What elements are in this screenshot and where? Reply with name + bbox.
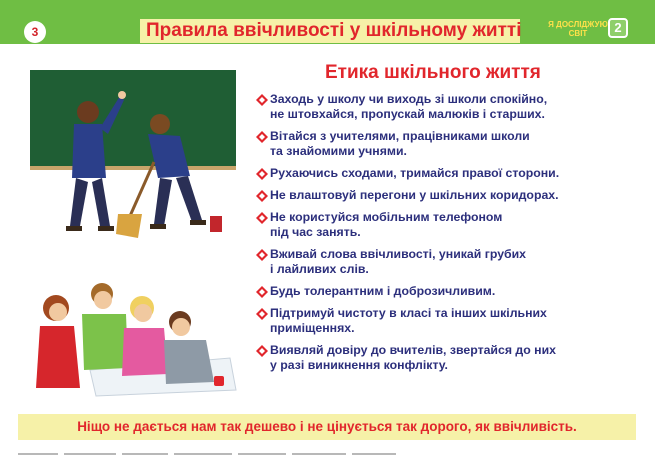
diamond-bullet-icon — [254, 212, 270, 224]
diamond-bullet-icon — [254, 168, 270, 180]
rule-text: Не влаштовуй перегони у шкільних коридорах. — [270, 188, 559, 202]
grade-badge: 2 — [608, 18, 628, 38]
paint-cup — [214, 376, 224, 386]
diamond-bullet-icon — [254, 94, 270, 106]
rule-text: Не користуйся мобільним телефоном під час занять. — [270, 210, 503, 239]
brand-line-1: Я ДОСЛІДЖУЮ — [548, 20, 608, 29]
rule-text: Виявляй довіру до вчителів, звертайся до них у разі виникнення конфлікту. — [270, 343, 556, 372]
diamond-bullet-icon — [254, 345, 270, 357]
section-heading: Етика шкільного життя — [325, 62, 541, 83]
rule-text: Вживай слова ввічливості, уникай грубих і лайливих слів. — [270, 247, 527, 276]
rule-text: Підтримуй чистоту в класі та інших шкільних приміщеннях. — [270, 306, 547, 335]
chalkboard — [30, 70, 236, 168]
list-item — [254, 210, 634, 240]
diamond-bullet-icon — [254, 308, 270, 320]
publisher-fine-print — [18, 445, 428, 459]
brand-line-2: СВІТ — [568, 29, 588, 38]
diamond-bullet-icon — [254, 286, 270, 298]
rule-text: Вітайся з учителями, працівниками школи та знайомими учнями. — [270, 129, 530, 158]
rule-text: Рухаючись сходами, тримайся правої сторони. — [270, 166, 560, 180]
diamond-bullet-icon — [254, 249, 270, 261]
chalkboard-illustration — [30, 66, 240, 248]
rule-text: Заходь у школу чи виходь зі школи спокійно, не штовхайся, пропускай малюків і старших. — [270, 92, 548, 121]
list-item — [254, 92, 634, 122]
dustpan — [210, 216, 222, 232]
children-drawing-illustration — [30, 278, 242, 402]
diamond-bullet-icon — [254, 190, 270, 202]
list-item — [254, 343, 634, 373]
list-item — [254, 166, 634, 181]
list-item — [254, 284, 634, 299]
rules-list — [254, 92, 634, 380]
diamond-bullet-icon — [254, 131, 270, 143]
page-title: Правила ввічливості у шкільному житті — [140, 19, 520, 43]
brand-label — [548, 20, 608, 38]
list-item — [254, 247, 634, 277]
page-number: 3 — [24, 21, 46, 43]
list-item — [254, 188, 634, 203]
list-item — [254, 129, 634, 159]
rule-text: Будь толерантним і доброзичливим. — [270, 284, 496, 298]
quote-banner: Ніщо не дається нам так дешево і не цінується так дорого, як ввічливість. — [18, 414, 636, 440]
list-item — [254, 306, 634, 336]
